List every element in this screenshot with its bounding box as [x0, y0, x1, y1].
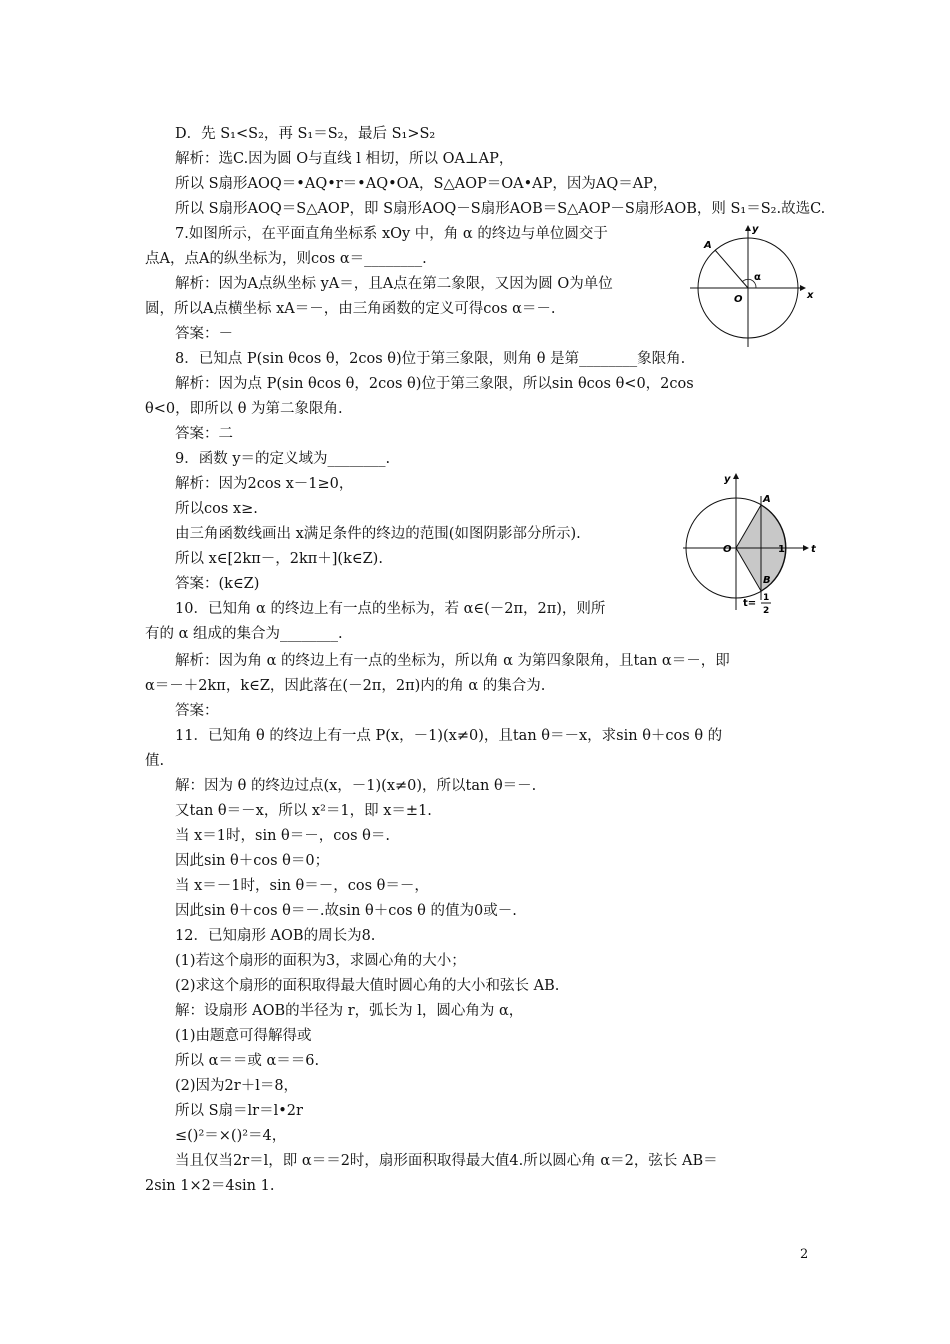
text-line: 又tan θ＝－x，所以 x²＝1，即 x＝±1. [175, 803, 432, 819]
text-line: 所以cos x≥. [175, 501, 258, 517]
label-O: O [723, 544, 732, 555]
text-line: 所以 S扇形AOQ＝S△AOP，即 S扇形AOQ－S扇形AOB＝S△AOP－S扇形AOB，则 S₁＝S₂.故选C. [175, 201, 826, 217]
text-line: 圆，所以A点横坐标 xA＝－，由三角函数的定义可得cos α＝－. [145, 301, 556, 317]
text-line: 点A，点A的纵坐标为，则cos α＝________. [145, 251, 427, 267]
text-line: 解析：因为2cos x－1≥0， [175, 476, 354, 492]
text-line: 有的 α 组成的集合为________. [145, 626, 343, 642]
label-1: 1 [778, 544, 785, 555]
text-line: 值. [145, 753, 165, 769]
text-line: 解析：因为点 P(sin θcos θ，2cos θ)位于第三象限，所以sin θcos θ<0，2cos [175, 376, 694, 392]
text-line: (2)因为2r＋l＝8， [175, 1078, 299, 1094]
label-t-equals: t= [743, 598, 757, 609]
question-7: 7.如图所示，在平面直角坐标系 xOy 中，角 α 的终边与单位圆交于 [175, 226, 608, 242]
text-line: 解：因为 θ 的终边过点(x，－1)(x≠0)，所以tan θ＝－. [175, 778, 537, 794]
label-B: B [763, 575, 771, 586]
text-line: 解析：选C.因为圆 O与直线 l 相切，所以 OA⊥AP， [175, 151, 514, 167]
text-line: 当 x＝1时，sin θ＝－，cos θ＝. [175, 828, 391, 844]
question-9: 9．函数 y＝的定义域为________. [175, 451, 391, 467]
text-line: 所以 α＝＝或 α＝＝6. [175, 1053, 320, 1069]
text-line: 解析：因为角 α 的终边上有一点的坐标为，所以角 α 为第四象限角，且tan α＝－，即 [175, 653, 730, 669]
label-O: O [734, 294, 743, 305]
label-x: x [807, 290, 814, 301]
label-alpha: α [754, 272, 761, 283]
text-line: 所以 x∈[2kπ－，2kπ＋](k∈Z). [175, 551, 383, 567]
unit-circle-figure [690, 222, 820, 352]
text-line: 2sin 1×2＝4sin 1. [145, 1178, 275, 1194]
label-A: A [704, 240, 712, 251]
text-line: 因此sin θ＋cos θ＝－.故sin θ＋cos θ 的值为0或－. [175, 903, 517, 919]
label-y: y [752, 224, 759, 235]
answer-10: 答案： [175, 703, 219, 719]
answer-8: 答案：二 [175, 426, 233, 442]
text-line: (1)由题意可得解得或 [175, 1028, 312, 1044]
text-line: D．先 S₁<S₂，再 S₁＝S₂，最后 S₁>S₂ [175, 126, 436, 142]
text-line: α＝－＋2kπ，k∈Z，因此落在(－2π，2π)内的角 α 的集合为. [145, 678, 546, 694]
label-y: y [724, 474, 731, 485]
answer-9: 答案：(k∈Z) [175, 576, 260, 592]
label-A: A [763, 494, 771, 505]
fraction-numerator: 1 [763, 593, 770, 603]
question-10: 10．已知角 α 的终边上有一点的坐标为，若 α∈(－2π，2π)，则所 [175, 601, 606, 617]
text-line: 当 x＝－1时，sin θ＝－，cos θ＝－， [175, 878, 429, 894]
text-line: (1)若这个扇形的面积为3，求圆心角的大小； [175, 953, 466, 969]
page-number: 2 [800, 1247, 809, 1262]
text-line: 当且仅当2r＝l，即 α＝＝2时，扇形面积取得最大值4.所以圆心角 α＝2，弦长 AB＝ [175, 1153, 718, 1169]
fraction-denominator: 2 [763, 606, 770, 616]
text-line: θ<0，即所以 θ 为第二象限角. [145, 401, 343, 417]
terminal-side [715, 250, 748, 288]
answer-7: 答案：－ [175, 326, 233, 342]
text-line: 解析：因为A点纵坐标 yA＝，且A点在第二象限，又因为圆 O为单位 [175, 276, 613, 292]
text-line: 因此sin θ＋cos θ＝0； [175, 853, 330, 869]
cosine-region-figure [683, 470, 823, 620]
text-line: 所以 S扇形AOQ＝•AQ•r＝•AQ•OA，S△AOP＝OA•AP，因为AQ＝AP， [175, 176, 668, 192]
label-t: t [811, 544, 816, 555]
text-line: 由三角函数线画出 x满足条件的终边的范围(如图阴影部分所示). [175, 526, 581, 542]
question-12: 12．已知扇形 AOB的周长为8. [175, 928, 376, 944]
text-line: ≤()²＝×()²＝4， [175, 1128, 287, 1144]
question-11: 11．已知角 θ 的终边上有一点 P(x，－1)(x≠0)，且tan θ＝－x，求sin θ＋cos θ 的 [175, 728, 723, 744]
text-line: 解：设扇形 AOB的半径为 r，弧长为 l，圆心角为 α， [175, 1003, 524, 1019]
text-line: 所以 S扇＝lr＝l•2r [175, 1103, 303, 1119]
text-line: (2)求这个扇形的面积取得最大值时圆心角的大小和弦长 AB. [175, 978, 560, 994]
question-8: 8．已知点 P(sin θcos θ，2cos θ)位于第三象限，则角 θ 是第________象限角. [175, 351, 686, 367]
